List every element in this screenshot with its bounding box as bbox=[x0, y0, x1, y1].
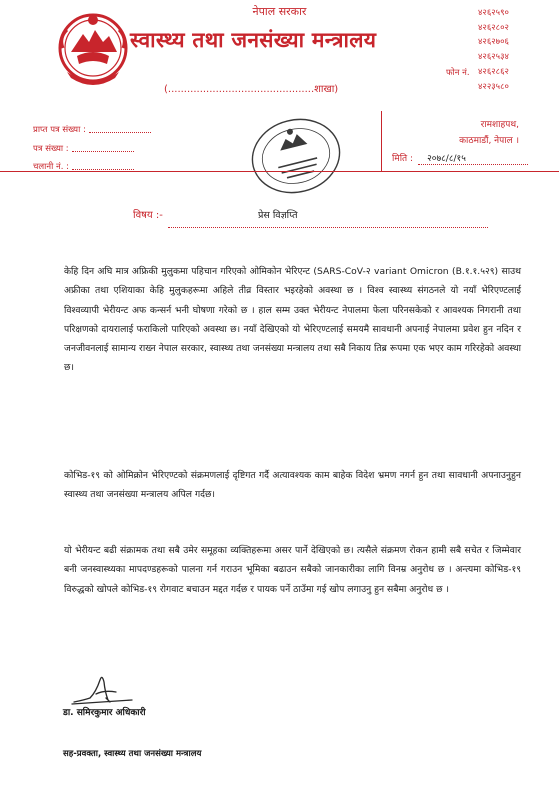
body-paragraph: यो भेरीयन्ट बढी संक्रामक तथा सबै उमेर समूहका व्यक्तिहरूमा असर पार्ने देखिएको छ। त्यसैले संक्रमण रोकन हामी सबै सचेत र जिम्मेवार बनी जनस्वास्थ्यका मापदण्डहरूको पालना गर्न गराउन भूमिका बढाउन सबैको जानकारीका लागि विनम्र अनुरोध छ । अन्त्यमा कोभिड-१९ विरुद्धको खोपले कोभिड-१९ रोगवाट बचाउन मद्दत गर्दछ र पायक पर्ने ठाउँमा गई खोप लगाउनु हुन सबैमा अनुरोध छ । bbox=[64, 545, 521, 595]
nepal-emblem bbox=[57, 8, 129, 90]
subject-value: प्रेस विज्ञप्ति bbox=[258, 210, 298, 221]
signature bbox=[70, 672, 136, 708]
phone-label: फोन नं. bbox=[446, 68, 470, 78]
branch-line: (..............................................शाखा) bbox=[164, 84, 339, 95]
official-stamp bbox=[246, 115, 346, 197]
phone-number: ४२६२५३४ bbox=[478, 52, 509, 63]
phone-number: ४२६२५९० bbox=[478, 8, 509, 18]
body-paragraph: कोभिड-१९ को ओमिक्रोन भेरिएण्टको संक्रमणलाई दृष्टिगत गर्दै अत्यावश्यक काम बाहेक विदेश भ्रमण नगर्न हुन तथा सावधानी अपनाउनुहुन स्वास्थ्य तथा जनसंख्या मन्त्रालय अपिल गर्दछ। bbox=[64, 470, 521, 501]
header-divider bbox=[0, 171, 559, 172]
phone-numbers bbox=[478, 6, 509, 94]
date-value: २०७८/८/१५ bbox=[427, 154, 466, 164]
address-line: काठमाडौं, नेपाल । bbox=[459, 136, 519, 146]
body-paragraph: केहि दिन अघि मात्र अफ्रिकी मुलुकमा पहिचान गरिएको ओमिकोन भेरिएन्ट (SARS-CoV-२ variant Omicron (B.१.१.५२९) साउथ अफ्रीका तथा एशियाका केहि मुलुकहरूमा अहिले तीव्र विस्तार भइरहेको अवस्था छ । विश्व स्वास्थ्य संगठनले यो नयाँ भेरिएण्टलाई विश्वव्यापी भेरीयन्ट अफ कन्सर्न भनी घोषणा गरेको छ । हाल सम्म उक्त भेरीयन्ट नेपालमा फेला परिनसकेको र आवश्यक निगरानी तथा परिक्षणको दायरालाई फराकिलो पारिएको अवस्था छ। नयाँ देखिएको यो भेरिएण्टलाई समयमै सावधानी अपनाई नेपालमा प्रवेश हुन नदिन र जनजीवनलाई सामान्य राख्न नेपाल सरकार, स्वास्थ्य तथा जनसंख्या मन्त्रालय तथा सबै निकाय तिब्र रूपमा एक भएर काम गरिरहेको अवस्था छ। bbox=[64, 266, 521, 374]
letter-number-label: पत्र संख्या : bbox=[33, 143, 69, 154]
phone-number: ४२६२८६२ bbox=[478, 66, 509, 77]
office-address bbox=[403, 117, 519, 149]
address-line: रामशाहपथ, bbox=[480, 120, 519, 130]
date-label: मिति : bbox=[392, 154, 414, 164]
received-ref-label: प्राप्त पत्र संख्या : bbox=[33, 125, 86, 135]
date-underline bbox=[418, 164, 528, 165]
header-divider-vertical bbox=[381, 111, 382, 171]
dispatch-number-label: चलानी नं. : bbox=[33, 162, 69, 172]
date-row bbox=[392, 151, 466, 164]
phone-number: ४२२३५८० bbox=[478, 81, 509, 92]
phone-number: ४२६२८०२ bbox=[478, 22, 509, 33]
phone-number: ४२६२७०६ bbox=[478, 37, 509, 48]
reference-fields bbox=[33, 121, 151, 177]
subject-underline bbox=[168, 227, 488, 228]
ministry-name: स्वास्थ्य तथा जनसंख्या मन्त्रालय bbox=[130, 28, 377, 52]
subject-label: विषय :- bbox=[133, 210, 163, 221]
signatory-name: डा. समिरकुमार अधिकारी bbox=[63, 708, 146, 718]
signatory-title: सह-प्रवक्ता, स्वास्थ्य तथा जनसंख्या मन्त्रालय bbox=[63, 749, 202, 759]
government-name: नेपाल सरकार bbox=[252, 5, 307, 18]
